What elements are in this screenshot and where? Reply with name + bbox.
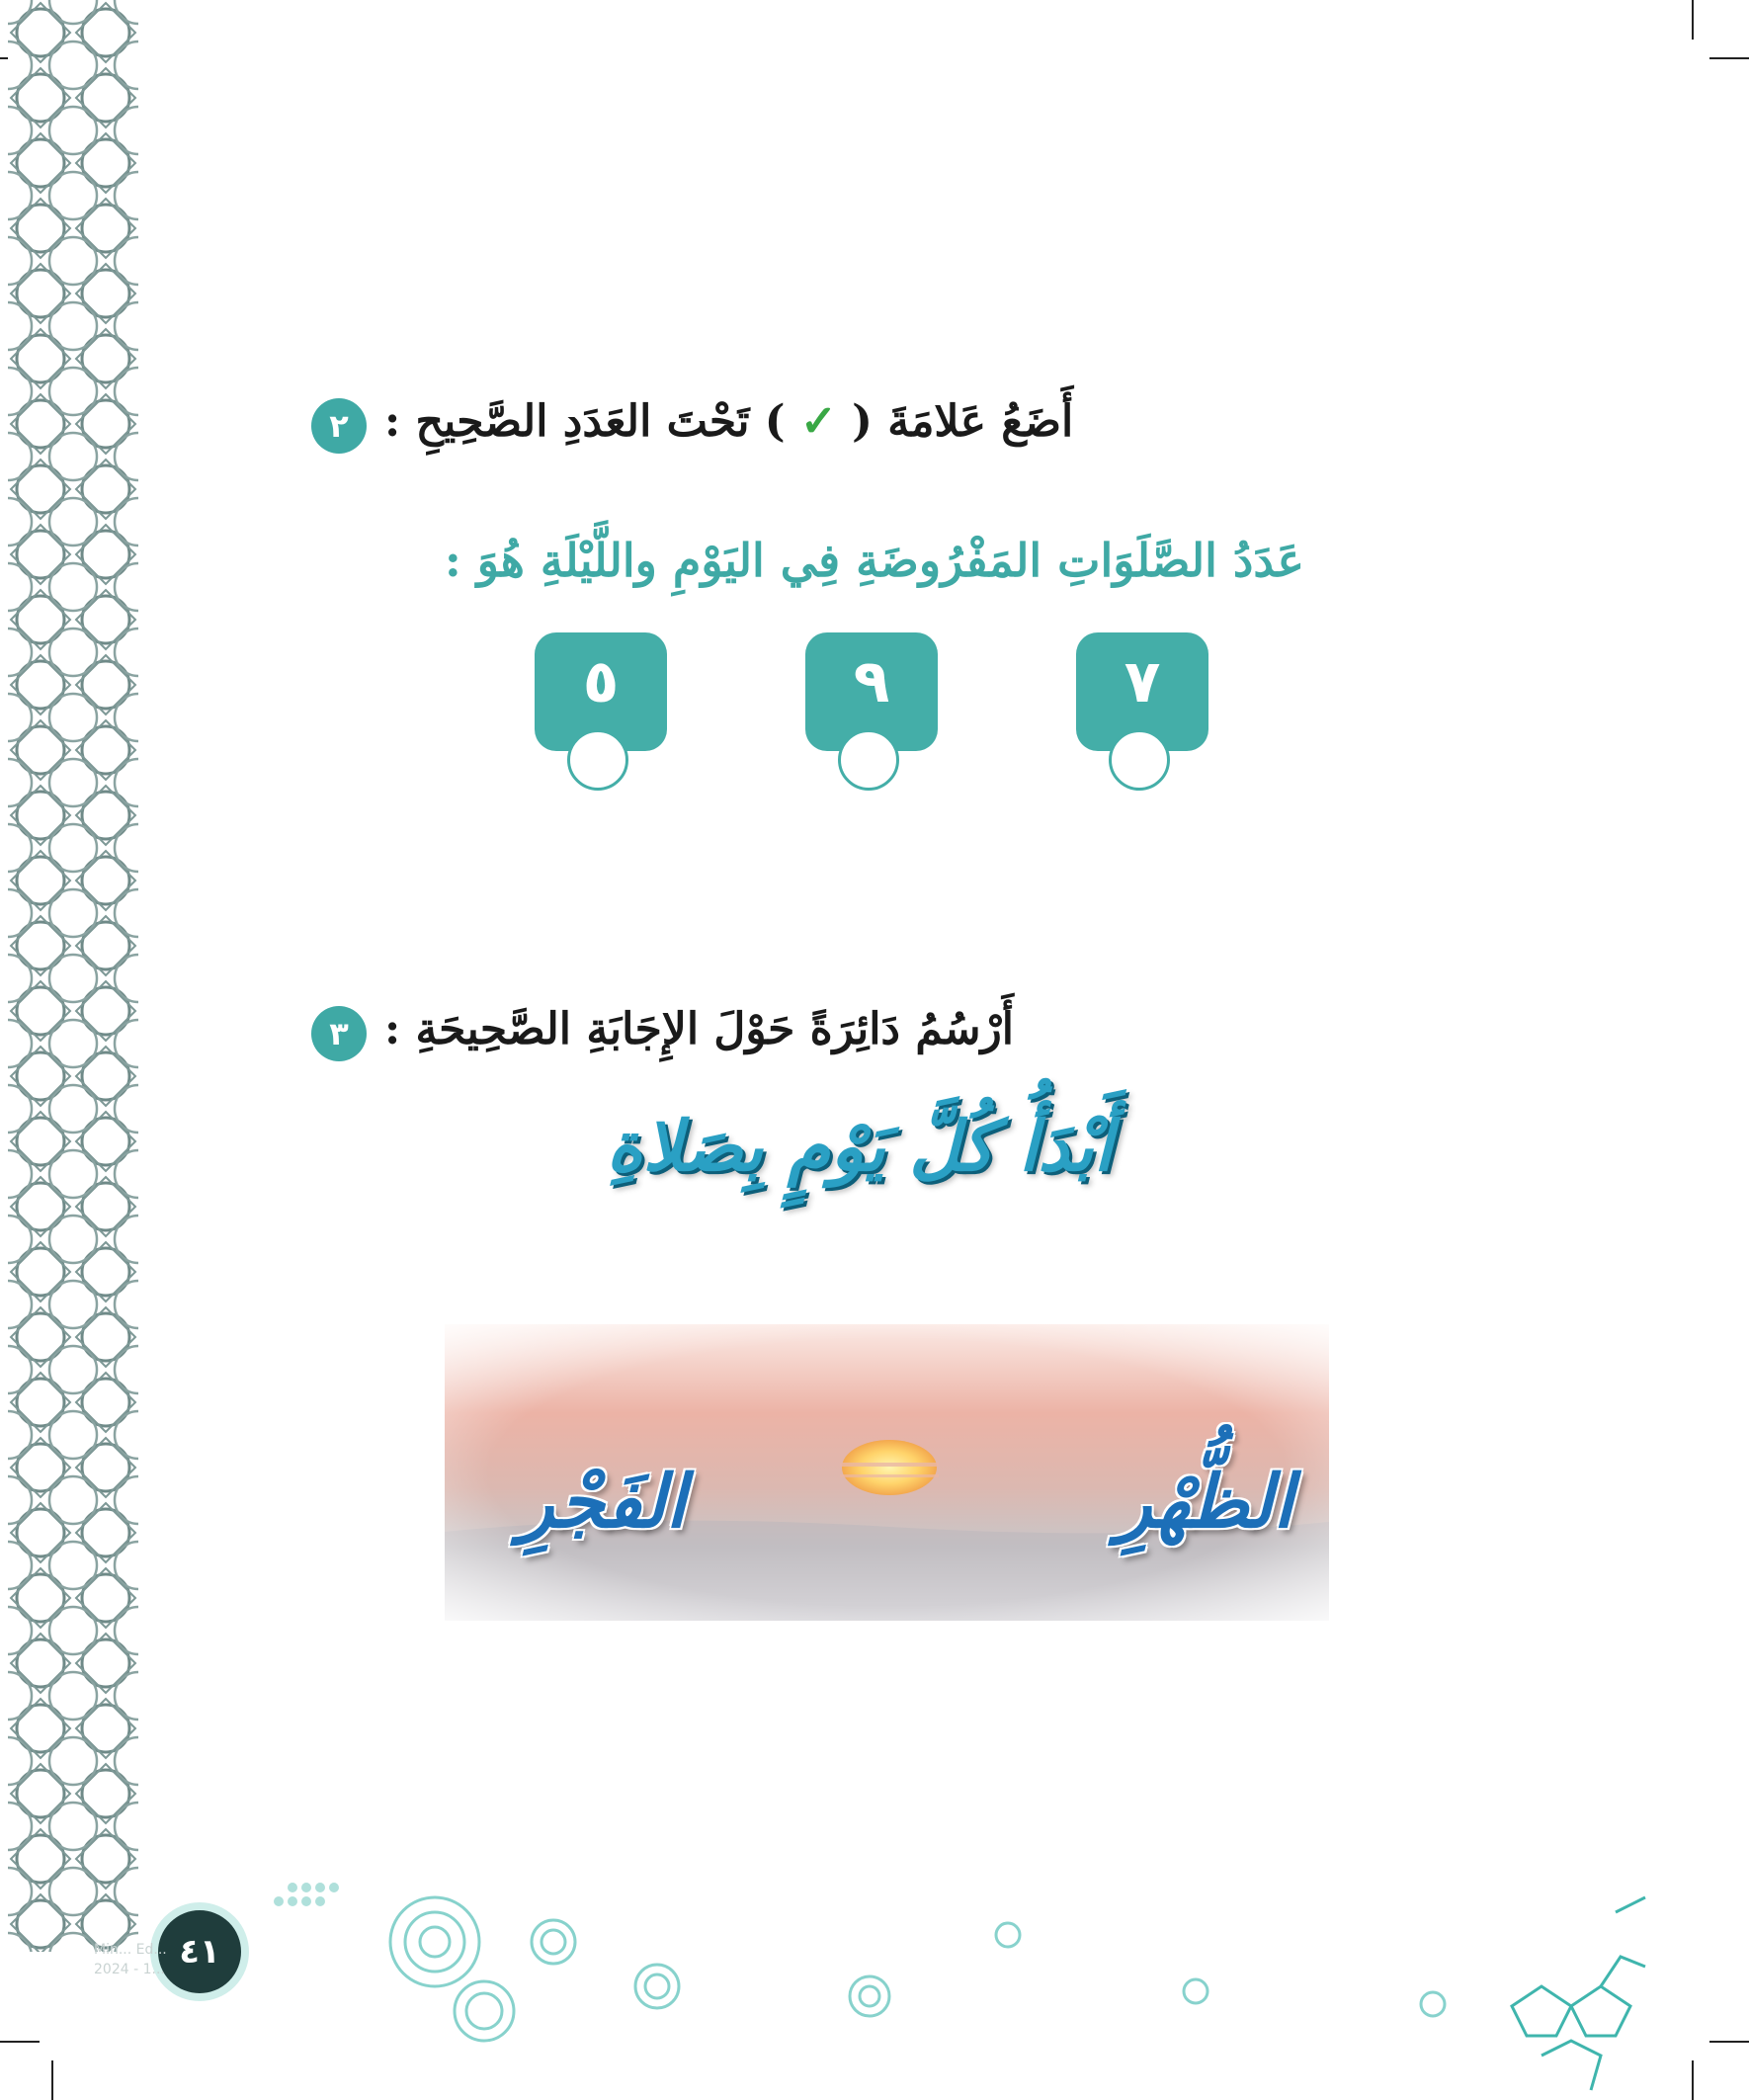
footer-ministry-text — [94, 1940, 167, 1979]
answer-circle-checkbox[interactable] — [1109, 729, 1170, 791]
footer-line: Min... Ed... — [94, 1942, 167, 1958]
instruction-text: ) تَحْتَ العَدَدِ الصَّحِيحِ : — [384, 396, 786, 447]
question-2-prompt: عَدَدُ الصَّلَوَاتِ المَفْرُوضَةِ فِي اليَوْمِ واللَّيْلَةِ هُوَ : — [444, 534, 1304, 587]
check-mark-icon: ✓ — [799, 396, 837, 447]
crop-mark — [1709, 57, 1749, 59]
question-number-badge: ٣ — [311, 1006, 367, 1061]
page-number-badge: ٤١ — [150, 1902, 249, 2001]
option-card — [805, 632, 938, 751]
answer-circle-checkbox[interactable] — [567, 729, 628, 791]
answer-option-dhuhr[interactable]: الظُّهْرِ — [1117, 1460, 1293, 1545]
crop-mark — [51, 2060, 53, 2100]
question-number-badge: ٢ — [311, 398, 367, 454]
question-2-instruction — [384, 390, 1073, 454]
option-card — [1076, 632, 1208, 751]
decorative-rosettes — [119, 1858, 1650, 2100]
question-2-header — [311, 390, 1497, 454]
crop-mark — [1692, 2060, 1694, 2100]
footer-line: 2024 - 1... — [94, 1962, 165, 1977]
question-3-header — [311, 998, 1497, 1061]
instruction-text: أَضَعُ عَلامَةَ ( — [852, 396, 1074, 447]
option-number: ٧ — [1124, 647, 1161, 716]
crop-mark — [1709, 2041, 1749, 2043]
crop-mark — [0, 2041, 40, 2043]
decorative-pattern-strip — [8, 0, 138, 1952]
option-number: ٥ — [582, 647, 620, 716]
option-number: ٩ — [853, 647, 890, 716]
option-card — [535, 632, 667, 751]
crop-mark — [1692, 0, 1694, 40]
answer-circle-checkbox[interactable] — [838, 729, 899, 791]
slogan-title: أَبْدَأُ كُلَّ يَوْمٍ بِصَلاةِ — [606, 1105, 1114, 1187]
answer-option-fajr[interactable]: الفَجْرِ — [519, 1460, 687, 1545]
question-3-instruction: أَرْسُمُ دَائِرَةً حَوْلَ الإِجَابَةِ الصَّحِيحَةِ : — [384, 1004, 1014, 1054]
